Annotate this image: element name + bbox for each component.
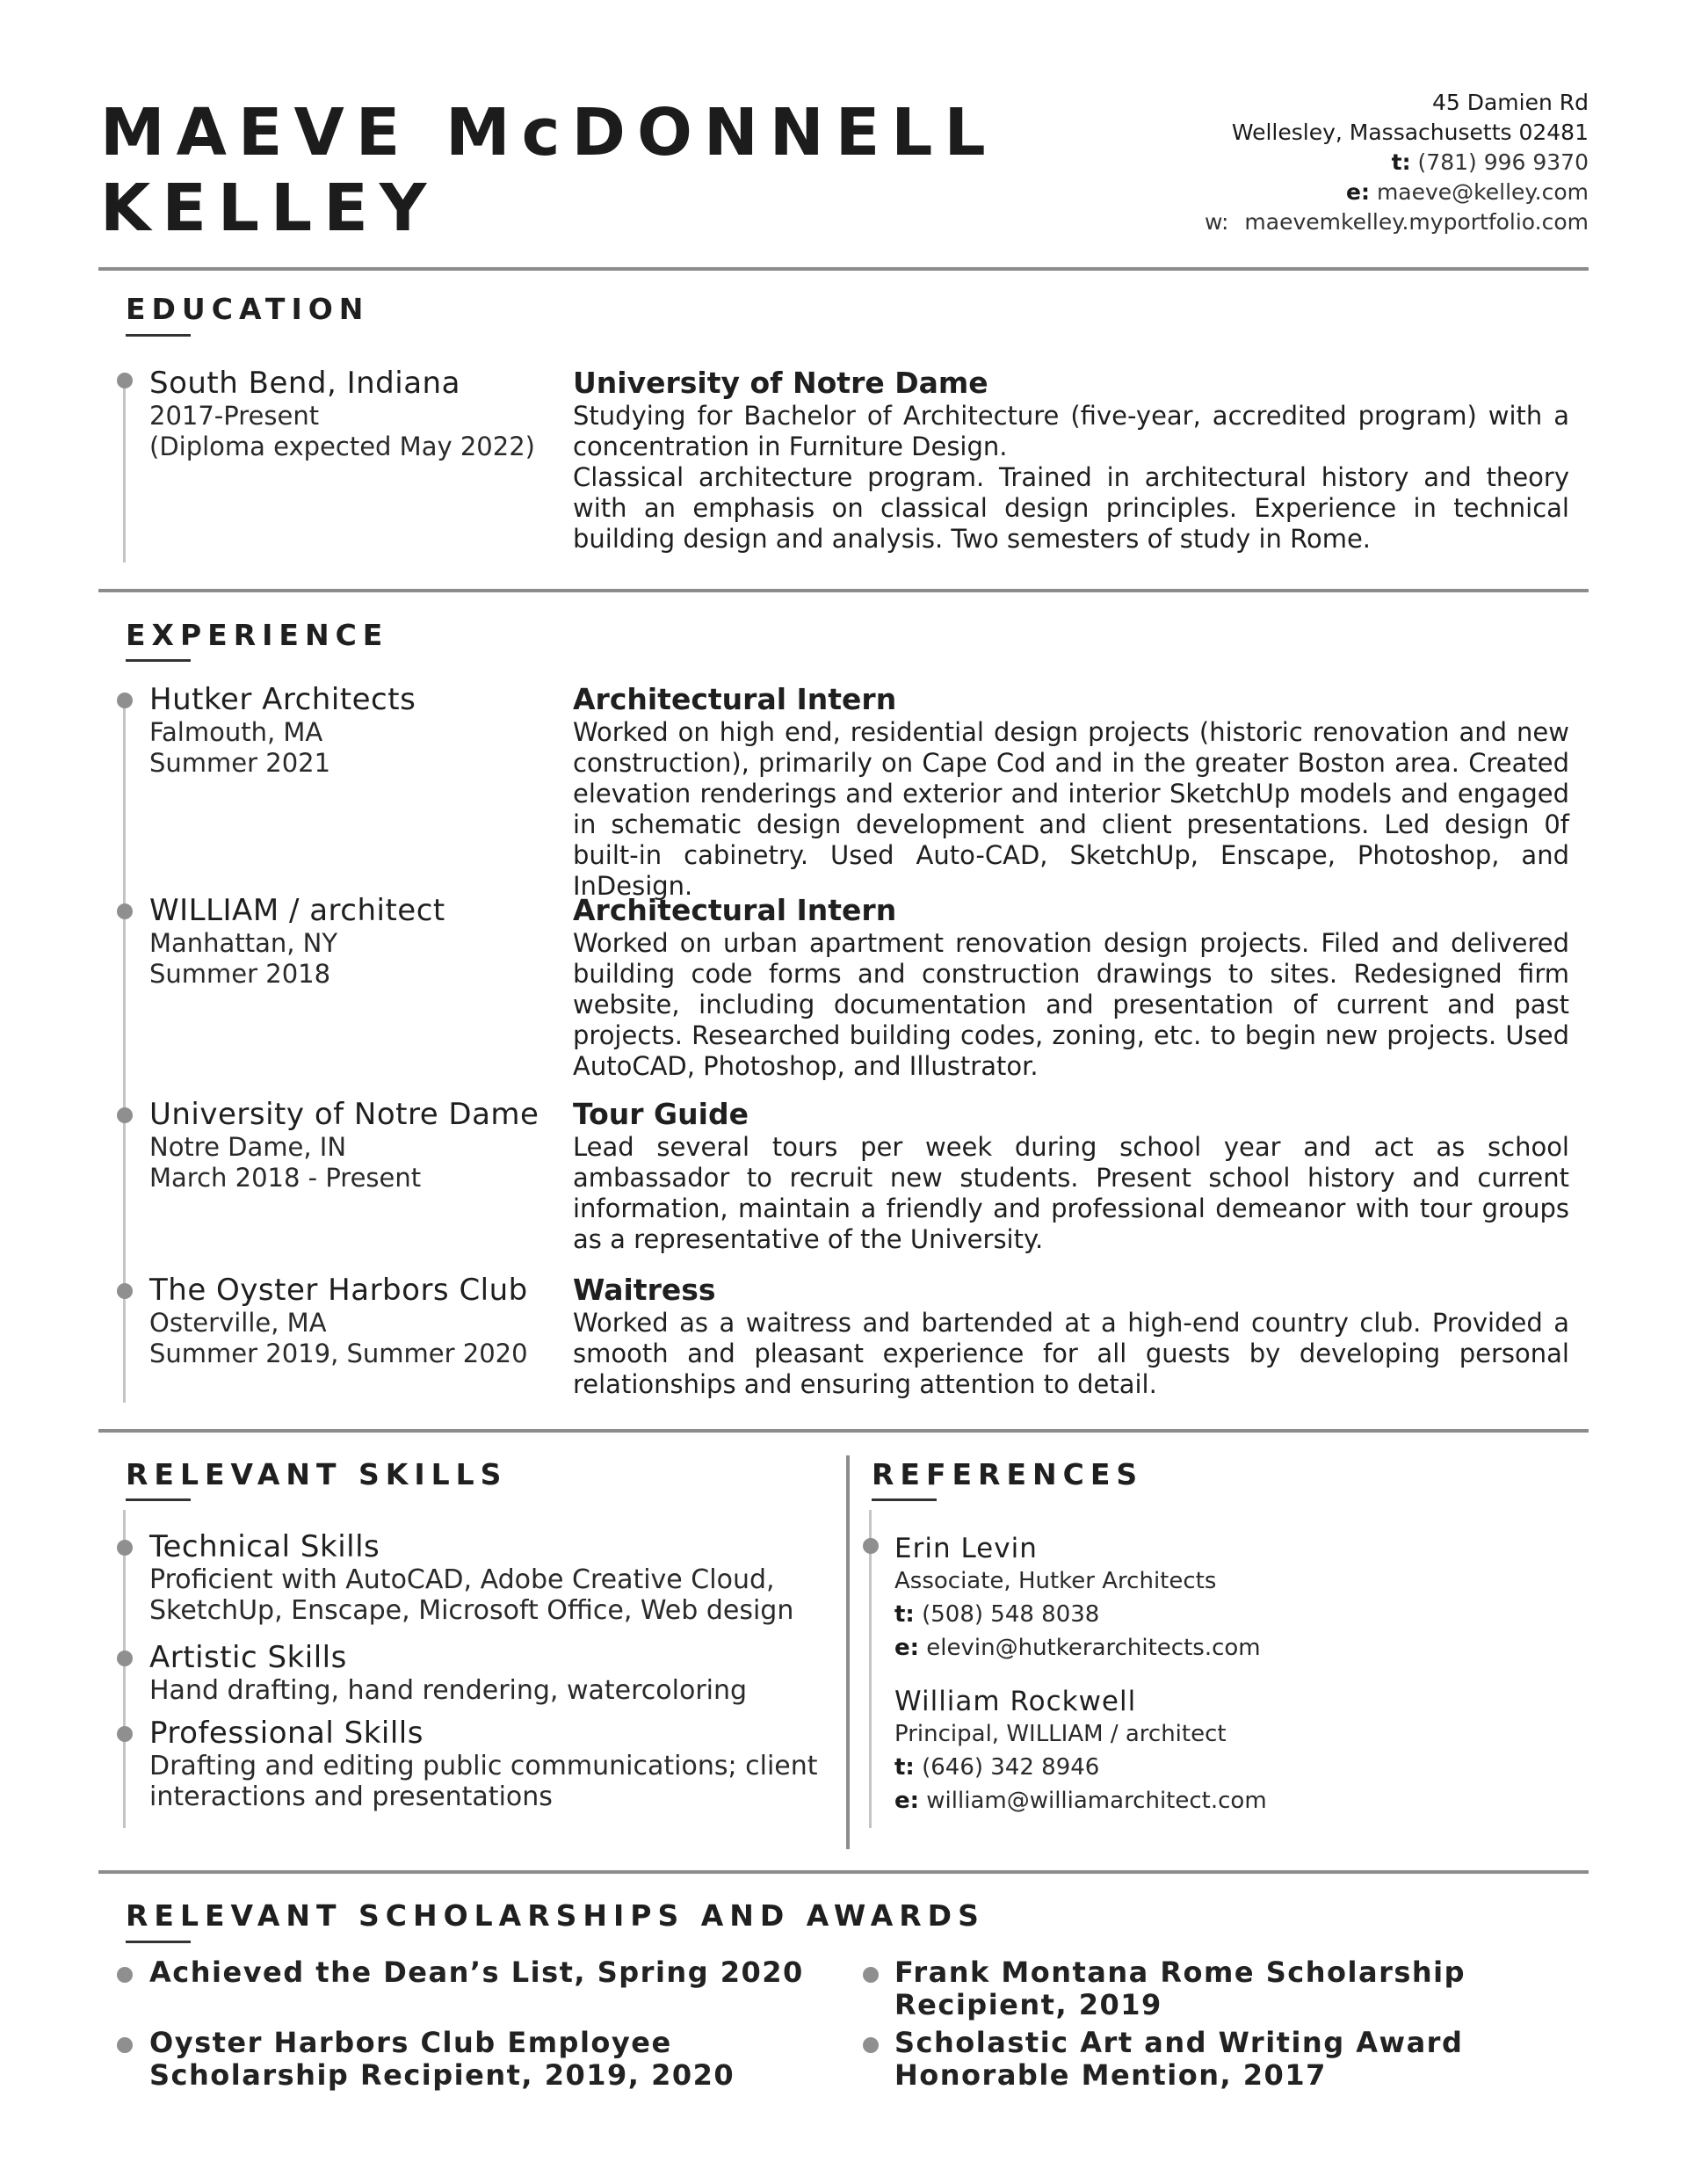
skill-group — [149, 1716, 826, 1812]
header-divider — [98, 267, 1589, 271]
bullet-dot — [117, 2037, 133, 2053]
experience-location: Osterville, MA — [149, 1308, 327, 1338]
experience-entry-right — [573, 893, 1569, 1082]
education-description-1: Studying for Bachelor of Architecture (five-year, accredited program) with a concentration in Furniture Design. — [573, 401, 1569, 461]
education-timeline — [123, 373, 126, 562]
web-label: w: — [1204, 209, 1229, 235]
education-institution: University of Notre Dame — [573, 366, 988, 400]
timeline-dot — [117, 1283, 133, 1299]
timeline-dot — [117, 1651, 133, 1666]
reference-phone-line — [894, 1598, 1580, 1631]
phone-label: t: — [1391, 149, 1411, 175]
experience-entry-left — [149, 682, 562, 779]
experience-description: Worked on high end, residential design projects (historic renovation and new construction), primarily on Cape Cod and in the greater Boston area. Created elevation renderings and exterior and interior SketchUp models and engaged in schematic design development and client presentations. Led design 0f built-in cabinetry. Used Auto-CAD, SketchUp, Enscape, Photoshop, and InDesign. — [573, 717, 1569, 901]
education-location: South Bend, Indiana — [149, 366, 460, 401]
experience-dates: Summer 2019, Summer 2020 — [149, 1339, 528, 1368]
awards-title-underline — [126, 1941, 191, 1943]
experience-location: Falmouth, MA — [149, 717, 323, 747]
reference-phone-line — [894, 1751, 1580, 1784]
experience-role: Architectural Intern — [573, 893, 897, 927]
experience-dates: March 2018 - Present — [149, 1163, 422, 1193]
education-divider — [98, 589, 1589, 592]
references-timeline — [869, 1510, 872, 1828]
reference-phone: (508) 548 8038 — [922, 1601, 1100, 1628]
skills-timeline — [123, 1510, 126, 1828]
experience-entry-right — [573, 1273, 1569, 1400]
bullet-dot — [863, 2037, 879, 2053]
awards-title: RELEVANT SCHOLARSHIPS AND AWARDS — [126, 1898, 985, 1933]
reference-entry — [894, 1533, 1580, 1665]
skills-title-underline — [126, 1498, 191, 1501]
email-label: e: — [1346, 179, 1370, 205]
skill-description: Drafting and editing public communications; client interactions and presentations — [149, 1751, 818, 1812]
education-dates: 2017-Present — [149, 401, 320, 431]
email-address[interactable]: maeve@kelley.com — [1376, 179, 1589, 205]
award-item: Frank Montana Rome Scholarship Recipient, 2019 — [894, 1955, 1466, 2021]
experience-role: Tour Guide — [573, 1097, 749, 1131]
timeline-dot — [117, 1107, 133, 1123]
experience-description: Lead several tours per week during school year and act as school ambassador to recruit new students. Present school history and current information, maintain a friendly and professional demeanor with tour groups as a representative of the University. — [573, 1132, 1569, 1254]
reference-entry — [894, 1686, 1580, 1818]
experience-description: Worked on urban apartment renovation design projects. Filed and delivered building code forms and construction drawings to sites. Redesigned firm website, including documentation and presentation of current and past projects. Researched building codes, zoning, etc. to begin new projects. Used AutoCAD, Photoshop, and Illustrator. — [573, 928, 1569, 1081]
reference-name: William Rockwell — [894, 1686, 1137, 1717]
experience-org: The Oyster Harbors Club — [149, 1273, 528, 1308]
timeline-dot — [117, 1726, 133, 1742]
experience-dates: Summer 2018 — [149, 959, 331, 989]
experience-description: Worked as a waitress and bartended at a high-end country club. Provided a smooth and pleasant experience for all guests by developing personal relationships and ensuring attention to detail. — [573, 1308, 1569, 1399]
reference-position: Principal, WILLIAM / architect — [894, 1721, 1227, 1747]
skills-title: RELEVANT SKILLS — [126, 1457, 508, 1491]
candidate-name — [100, 95, 997, 246]
experience-dates: Summer 2021 — [149, 748, 331, 778]
reference-email-line — [894, 1784, 1580, 1818]
experience-org: University of Notre Dame — [149, 1097, 539, 1132]
award-item: Achieved the Dean’s List, Spring 2020 — [149, 1955, 804, 1989]
award-item: Oyster Harbors Club Employee Scholarship Recipient, 2019, 2020 — [149, 2026, 735, 2092]
education-title: EDUCATION — [126, 292, 370, 326]
experience-title-underline — [126, 659, 191, 662]
education-note: (Diploma expected May 2022) — [149, 432, 535, 461]
email-label: e: — [894, 1635, 920, 1661]
experience-entry-left — [149, 1273, 562, 1369]
bullet-dot — [117, 1967, 133, 1983]
experience-location: Manhattan, NY — [149, 928, 338, 958]
timeline-dot — [117, 373, 133, 388]
bullet-dot — [863, 1967, 879, 1983]
award-item: Scholastic Art and Writing Award Honorable Mention, 2017 — [894, 2026, 1464, 2092]
reference-position: Associate, Hutker Architects — [894, 1568, 1217, 1594]
column-divider — [846, 1455, 850, 1849]
skill-group — [149, 1640, 826, 1706]
experience-role: Architectural Intern — [573, 682, 897, 716]
reference-email-line — [894, 1631, 1580, 1665]
contact-block — [1205, 88, 1589, 237]
experience-entry-left — [149, 1097, 562, 1194]
experience-location: Notre Dame, IN — [149, 1132, 347, 1162]
experience-entry-right — [573, 682, 1569, 902]
name-line-2: KELLEY — [100, 171, 438, 246]
phone-label: t: — [894, 1754, 915, 1781]
education-description-2: Classical architecture program. Trained in architectural history and theory with an emphasis on classical design principles. Experience in technical building design and analysis. Two semesters of study in Rome. — [573, 462, 1569, 554]
email-label: e: — [894, 1788, 920, 1814]
education-entry-left — [149, 366, 562, 462]
timeline-dot — [863, 1538, 879, 1554]
skill-heading: Technical Skills — [149, 1529, 380, 1564]
phone-line — [1205, 148, 1589, 178]
address-line-2: Wellesley, Massachusetts 02481 — [1231, 120, 1589, 145]
skill-group — [149, 1529, 826, 1626]
education-entry-right — [573, 366, 1569, 555]
timeline-dot — [117, 1540, 133, 1556]
skill-heading: Artistic Skills — [149, 1640, 347, 1675]
skill-description: Proficient with AutoCAD, Adobe Creative Cloud, SketchUp, Enscape, Microsoft Office, Web design — [149, 1564, 794, 1626]
skill-heading: Professional Skills — [149, 1716, 424, 1751]
experience-divider — [98, 1429, 1589, 1433]
email-line — [1205, 178, 1589, 207]
reference-email[interactable]: william@williamarchitect.com — [926, 1788, 1267, 1814]
name-line-1: MAEVE McDONNELL — [100, 95, 997, 171]
experience-entry-left — [149, 893, 562, 990]
web-line — [1205, 207, 1589, 237]
skill-description: Hand drafting, hand rendering, watercoloring — [149, 1675, 748, 1706]
references-title-underline — [872, 1498, 937, 1501]
education-title-underline — [126, 334, 191, 337]
timeline-dot — [117, 903, 133, 919]
address-line-1: 45 Damien Rd — [1431, 90, 1589, 115]
reference-name: Erin Levin — [894, 1533, 1038, 1564]
skills-divider — [98, 1870, 1589, 1874]
references-title: REFERENCES — [872, 1457, 1144, 1491]
experience-org: Hutker Architects — [149, 682, 416, 717]
portfolio-link[interactable]: maevemkelley.myportfolio.com — [1244, 209, 1589, 235]
phone-label: t: — [894, 1601, 915, 1628]
experience-title: EXPERIENCE — [126, 618, 389, 652]
experience-entry-right — [573, 1097, 1569, 1255]
reference-phone: (646) 342 8946 — [922, 1754, 1100, 1781]
timeline-dot — [117, 693, 133, 708]
phone-number: (781) 996 9370 — [1417, 149, 1589, 175]
reference-email[interactable]: elevin@hutkerarchitects.com — [926, 1635, 1261, 1661]
experience-org: WILLIAM / architect — [149, 893, 445, 928]
experience-role: Waitress — [573, 1273, 716, 1307]
